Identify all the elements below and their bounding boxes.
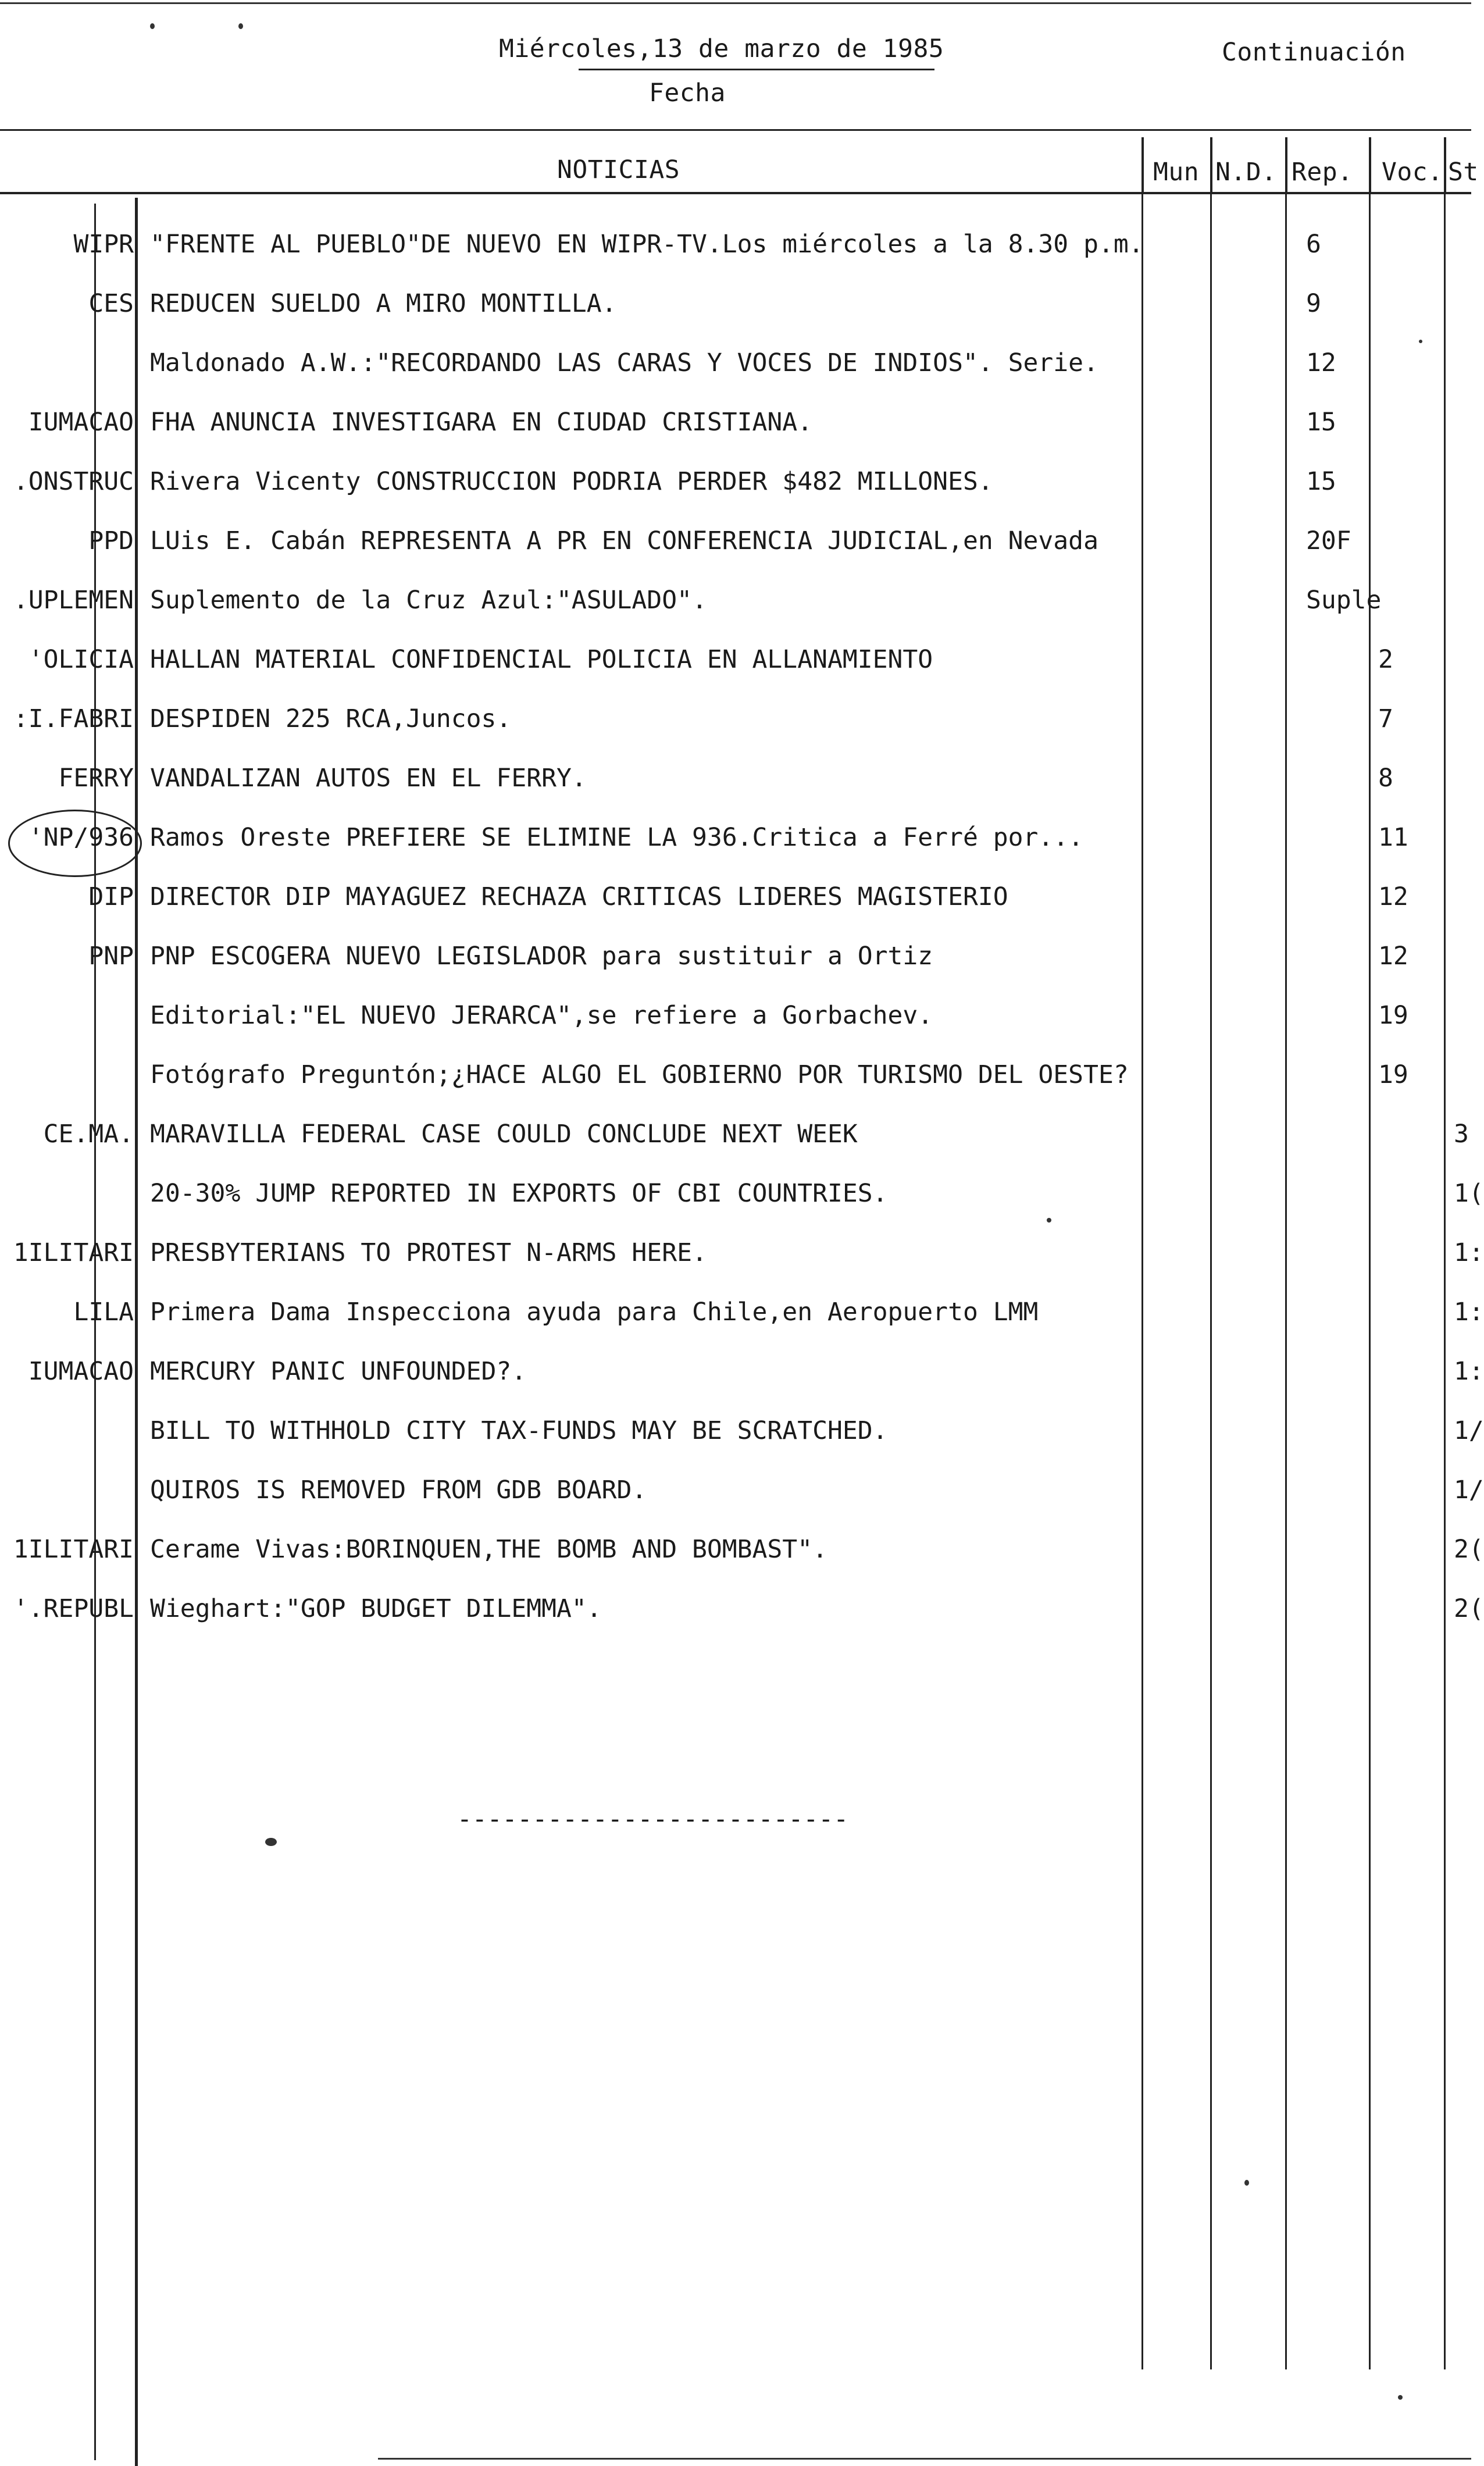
row-headline: Suplemento de la Cruz Azul:"ASULADO". bbox=[150, 586, 707, 615]
table-row bbox=[0, 275, 1471, 334]
row-rep: Suple bbox=[1306, 586, 1382, 615]
row-rep: 9 bbox=[1306, 289, 1321, 318]
rule-rep-left-header bbox=[1285, 137, 1287, 193]
row-code: IUMACAO bbox=[28, 408, 134, 437]
table-row bbox=[0, 1461, 1484, 1520]
scan-speck bbox=[238, 23, 243, 29]
table-row bbox=[0, 868, 1471, 927]
row-st: 1/ bbox=[1454, 1416, 1484, 1445]
table-row bbox=[0, 393, 1471, 452]
table-row bbox=[0, 512, 1471, 571]
row-code: 1ILITARI bbox=[13, 1535, 134, 1564]
header-date-label: Fecha bbox=[649, 79, 726, 108]
row-voc: 7 bbox=[1378, 704, 1393, 733]
row-rep: 6 bbox=[1306, 230, 1321, 259]
row-headline: DESPIDEN 225 RCA,Juncos. bbox=[150, 704, 512, 733]
row-headline: Ramos Oreste PREFIERE SE ELIMINE LA 936.Critica a Ferré por... bbox=[150, 823, 1084, 852]
scan-speck bbox=[265, 1838, 277, 1846]
table-row bbox=[0, 927, 1471, 986]
row-headline: "FRENTE AL PUEBLO"DE NUEVO EN WIPR-TV.Los miércoles a la 8.30 p.m. bbox=[150, 230, 1144, 259]
column-header-nd: N.D. bbox=[1215, 158, 1277, 187]
row-code: CES bbox=[88, 289, 134, 318]
table-row bbox=[0, 1283, 1484, 1342]
row-code: 'NP/936 bbox=[28, 823, 134, 852]
column-header-st: St bbox=[1448, 158, 1479, 187]
scan-speck bbox=[1398, 2395, 1403, 2400]
row-voc: 19 bbox=[1378, 1001, 1408, 1030]
row-rep: 20F bbox=[1306, 526, 1351, 555]
row-st: 1/ bbox=[1454, 1476, 1484, 1505]
footer-separator: -------------------------- bbox=[457, 1805, 849, 1834]
row-code: WIPR bbox=[73, 230, 134, 259]
scan-speck bbox=[1244, 2180, 1249, 2186]
row-headline: PNP ESCOGERA NUEVO LEGISLADOR para sustituir a Ortiz bbox=[150, 942, 933, 971]
row-code: 1ILITARI bbox=[13, 1238, 134, 1267]
row-rep: 12 bbox=[1306, 348, 1336, 377]
row-headline: LUis E. Cabán REPRESENTA A PR EN CONFERENCIA JUDICIAL,en Nevada bbox=[150, 526, 1098, 555]
table-row bbox=[0, 1105, 1471, 1164]
row-code: '.REPUBL bbox=[13, 1594, 134, 1623]
row-voc: 19 bbox=[1378, 1060, 1408, 1089]
row-headline: Rivera Vicenty CONSTRUCCION PODRIA PERDER $482 MILLONES. bbox=[150, 467, 993, 496]
column-header-noticias: NOTICIAS bbox=[557, 155, 680, 184]
row-code: FERRY bbox=[58, 764, 134, 793]
table-row bbox=[0, 1046, 1471, 1105]
row-rep: 15 bbox=[1306, 467, 1336, 496]
row-headline: FHA ANUNCIA INVESTIGARA EN CIUDAD CRISTIANA. bbox=[150, 408, 813, 437]
row-st: 1: bbox=[1454, 1298, 1484, 1327]
table-row bbox=[0, 630, 1471, 690]
row-voc: 2 bbox=[1378, 645, 1393, 674]
table-row bbox=[0, 452, 1471, 512]
row-voc: 12 bbox=[1378, 942, 1408, 971]
row-code: PPD bbox=[88, 526, 134, 555]
row-st: 2( bbox=[1454, 1594, 1484, 1623]
row-code: IUMACAO bbox=[28, 1357, 134, 1386]
table-row bbox=[0, 1520, 1484, 1580]
table-row bbox=[0, 1224, 1484, 1283]
bottom-border bbox=[378, 2458, 1471, 2460]
table-top-border bbox=[0, 129, 1471, 131]
table-row bbox=[0, 1580, 1484, 1639]
row-voc: 11 bbox=[1378, 823, 1408, 852]
row-headline: Cerame Vivas:BORINQUEN,THE BOMB AND BOMBAST". bbox=[150, 1535, 827, 1564]
row-headline: BILL TO WITHHOLD CITY TAX-FUNDS MAY BE SCRATCHED. bbox=[150, 1416, 888, 1445]
row-headline: Fotógrafo Preguntón;¿HACE ALGO EL GOBIERNO POR TURISMO DEL OESTE? bbox=[150, 1060, 1129, 1089]
header-date: Miércoles,13 de marzo de 1985 bbox=[499, 34, 944, 63]
table-row bbox=[0, 1164, 1484, 1224]
row-headline: HALLAN MATERIAL CONFIDENCIAL POLICIA EN ALLANAMIENTO bbox=[150, 645, 933, 674]
row-code: CE.MA. bbox=[43, 1120, 134, 1149]
table-row bbox=[0, 749, 1471, 808]
row-headline: Wieghart:"GOP BUDGET DILEMMA". bbox=[150, 1594, 602, 1623]
table-row bbox=[0, 1342, 1484, 1402]
row-headline: Primera Dama Inspecciona ayuda para Chile,en Aeropuerto LMM bbox=[150, 1298, 1039, 1327]
table-row bbox=[0, 808, 1471, 868]
column-header-rep: Rep. bbox=[1292, 158, 1353, 187]
row-code: .UPLEMEN bbox=[13, 586, 134, 615]
table-row bbox=[0, 1402, 1484, 1461]
row-st: 3 bbox=[1454, 1120, 1469, 1149]
row-headline: REDUCEN SUELDO A MIRO MONTILLA. bbox=[150, 289, 617, 318]
table-row bbox=[0, 986, 1471, 1046]
header-continuation: Continuación bbox=[1222, 38, 1406, 67]
row-voc: 8 bbox=[1378, 764, 1393, 793]
table-row bbox=[0, 334, 1471, 393]
row-code: LILA bbox=[73, 1298, 134, 1327]
row-headline: Editorial:"EL NUEVO JERARCA",se refiere a Gorbachev. bbox=[150, 1001, 933, 1030]
row-headline: VANDALIZAN AUTOS EN EL FERRY. bbox=[150, 764, 587, 793]
row-headline: MERCURY PANIC UNFOUNDED?. bbox=[150, 1357, 527, 1386]
rule-voc-left-header bbox=[1369, 137, 1371, 193]
row-st: 1( bbox=[1454, 1179, 1484, 1208]
row-headline: MARAVILLA FEDERAL CASE COULD CONCLUDE NEXT WEEK bbox=[150, 1120, 858, 1149]
rule-nd-left-header bbox=[1210, 137, 1212, 193]
row-code: DIP bbox=[88, 882, 134, 911]
rule-st-left-header bbox=[1444, 137, 1446, 193]
row-headline: Maldonado A.W.:"RECORDANDO LAS CARAS Y VOCES DE INDIOS". Serie. bbox=[150, 348, 1098, 377]
top-border bbox=[0, 2, 1471, 4]
row-st: 2( bbox=[1454, 1535, 1484, 1564]
row-st: 1: bbox=[1454, 1238, 1484, 1267]
column-header-mun: Mun bbox=[1153, 158, 1200, 187]
table-row bbox=[0, 690, 1471, 749]
scan-speck bbox=[150, 23, 155, 29]
row-voc: 12 bbox=[1378, 882, 1408, 911]
row-headline: QUIROS IS REMOVED FROM GDB BOARD. bbox=[150, 1476, 647, 1505]
table-row bbox=[0, 571, 1471, 630]
column-header-voc: Voc. bbox=[1382, 158, 1443, 187]
header-bottom-border bbox=[0, 192, 1471, 194]
row-st: 1: bbox=[1454, 1357, 1484, 1386]
row-code: PNP bbox=[88, 942, 134, 971]
row-headline: 20-30% JUMP REPORTED IN EXPORTS OF CBI COUNTRIES. bbox=[150, 1179, 888, 1208]
row-headline: DIRECTOR DIP MAYAGUEZ RECHAZA CRITICAS LIDERES MAGISTERIO bbox=[150, 882, 1008, 911]
row-code: :I.FABRI bbox=[13, 704, 134, 733]
row-code: .ONSTRUC bbox=[13, 467, 134, 496]
scan-speck bbox=[1419, 340, 1422, 343]
date-underline bbox=[579, 69, 934, 70]
row-code: 'OLICIA bbox=[28, 645, 134, 674]
scan-speck bbox=[1047, 1218, 1051, 1223]
rule-mun-left-header bbox=[1141, 137, 1144, 193]
row-headline: PRESBYTERIANS TO PROTEST N-ARMS HERE. bbox=[150, 1238, 707, 1267]
row-rep: 15 bbox=[1306, 408, 1336, 437]
table-row bbox=[0, 215, 1471, 275]
